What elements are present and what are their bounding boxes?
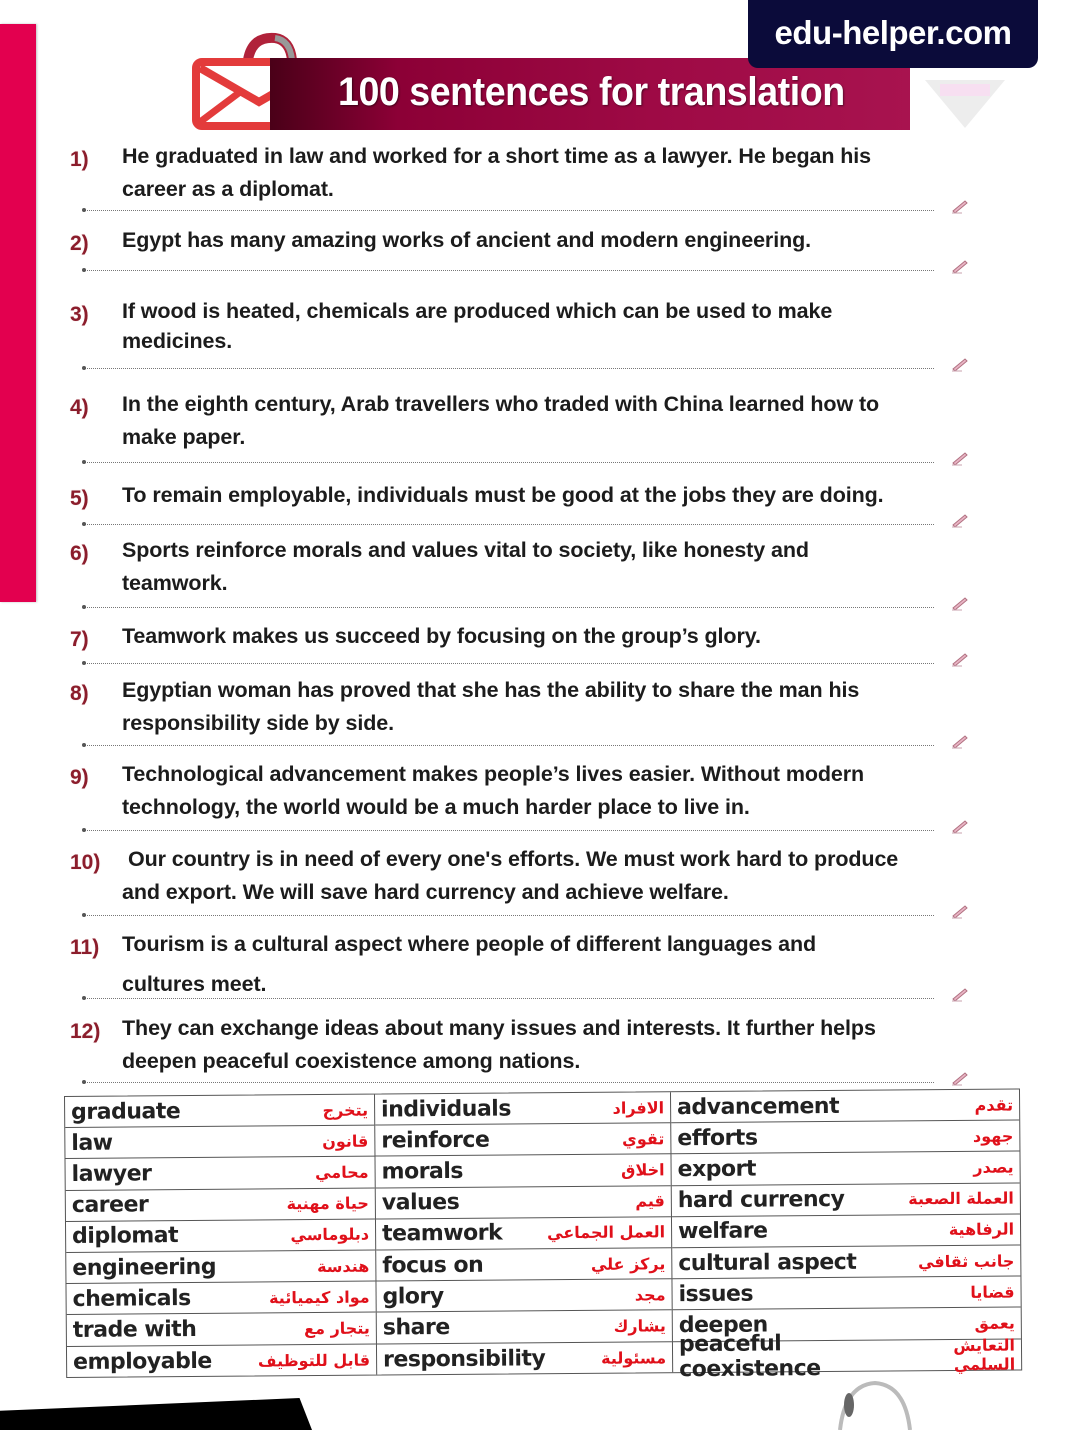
vocab-english: diplomat bbox=[72, 1223, 179, 1250]
page-title: 100 sentences for translation bbox=[338, 70, 845, 114]
pencil-icon bbox=[950, 595, 970, 611]
vocab-arabic: العملة الصعبة bbox=[908, 1188, 1014, 1209]
vocab-row bbox=[376, 1248, 671, 1282]
vocab-column-3 bbox=[670, 1089, 1021, 1383]
vocab-english: chemicals bbox=[72, 1285, 191, 1312]
vocab-english: law bbox=[71, 1130, 113, 1156]
vocab-row bbox=[671, 1089, 1019, 1123]
vocab-row bbox=[65, 1126, 374, 1160]
vocab-english: reinforce bbox=[381, 1127, 490, 1154]
sentence-number: 5) bbox=[70, 487, 89, 510]
vocab-arabic: تقوي bbox=[622, 1129, 665, 1149]
sentence-text-line: He graduated in law and worked for a short time as a lawyer. He began his bbox=[122, 144, 872, 168]
sentence-text-line: deepen peaceful coexistence among nations. bbox=[122, 1049, 581, 1073]
vocab-english: lawyer bbox=[71, 1161, 152, 1187]
vocab-english: engineering bbox=[72, 1254, 217, 1281]
answer-line[interactable] bbox=[84, 462, 934, 463]
vocab-arabic: يتخرج bbox=[322, 1100, 369, 1120]
vocab-english: efforts bbox=[677, 1125, 758, 1151]
answer-line[interactable] bbox=[84, 663, 934, 664]
sentence-text-line: Our country is in need of every one's efforts. We must work hard to produce bbox=[128, 847, 899, 871]
pencil-icon bbox=[950, 1070, 970, 1086]
sentence-text-line: cultures meet. bbox=[122, 972, 267, 996]
vocab-arabic: يتجار مع bbox=[304, 1318, 370, 1339]
vocab-english: glory bbox=[382, 1283, 444, 1310]
vocab-arabic: حياة مهنية bbox=[286, 1193, 369, 1214]
vocab-arabic: جانب ثقافي bbox=[918, 1251, 1015, 1271]
answer-line[interactable] bbox=[84, 270, 934, 271]
pencil-icon bbox=[950, 651, 970, 667]
vocab-english: peaceful coexistence bbox=[678, 1331, 821, 1383]
answer-line[interactable] bbox=[84, 607, 934, 608]
vocab-english: teamwork bbox=[381, 1220, 503, 1247]
sentence-number: 1) bbox=[70, 148, 89, 171]
vocab-english: responsibility bbox=[382, 1345, 546, 1373]
vocab-english: individuals bbox=[381, 1096, 511, 1123]
sentence-text-line: make paper. bbox=[122, 425, 246, 449]
pencil-icon bbox=[950, 450, 970, 466]
vocab-arabic: قابل للتوظيف bbox=[257, 1350, 371, 1371]
vocab-english: cultural aspect bbox=[678, 1249, 857, 1276]
sentence-text-line: medicines. bbox=[122, 329, 233, 353]
answer-line[interactable] bbox=[84, 745, 934, 746]
vocab-arabic: الرفاهية bbox=[948, 1219, 1015, 1240]
sentence-text-line: In the eighth century, Arab travellers who traded with China learned how to bbox=[122, 392, 880, 416]
answer-line[interactable] bbox=[84, 998, 934, 999]
vocab-row bbox=[65, 1157, 374, 1191]
sentence-number: 2) bbox=[70, 232, 89, 255]
sentence-number: 4) bbox=[70, 396, 89, 419]
pencil-icon bbox=[950, 986, 970, 1002]
vocab-row bbox=[671, 1121, 1019, 1155]
vocab-arabic: مسئولية bbox=[600, 1347, 667, 1368]
vocab-arabic: مجد bbox=[634, 1285, 666, 1305]
vocab-english: graduate bbox=[71, 1098, 181, 1125]
sentence-number: 3) bbox=[70, 303, 89, 326]
sentence-number: 12) bbox=[70, 1020, 101, 1043]
vocab-arabic: قانون bbox=[322, 1131, 369, 1151]
vocab-row bbox=[66, 1250, 375, 1284]
vocab-arabic: محامي bbox=[314, 1162, 369, 1182]
vocabulary-table bbox=[64, 1088, 1022, 1383]
vocab-column-2 bbox=[374, 1092, 672, 1374]
answer-line[interactable] bbox=[84, 915, 934, 916]
answer-line[interactable] bbox=[84, 1082, 934, 1083]
sentence-text-line: Sports reinforce morals and values vital to society, like honesty and bbox=[122, 538, 809, 562]
decorative-black-shape bbox=[0, 1398, 312, 1430]
vocab-english: career bbox=[71, 1192, 149, 1219]
vocab-row bbox=[66, 1219, 375, 1253]
vocab-english: welfare bbox=[677, 1218, 768, 1245]
sentence-text-line: and export. We will save hard currency and achieve welfare. bbox=[122, 880, 729, 904]
vocab-row bbox=[67, 1313, 376, 1347]
sentence-text-line: technology, the world would be a much harder place to live in. bbox=[122, 795, 750, 819]
sentence-text-line: teamwork. bbox=[122, 571, 228, 595]
vocab-arabic: يشارك bbox=[613, 1316, 666, 1336]
vocab-arabic: يركز علي bbox=[590, 1253, 666, 1274]
vocab-arabic: يعمق bbox=[974, 1313, 1015, 1333]
sentence-number: 11) bbox=[70, 936, 100, 959]
pencil-icon bbox=[950, 903, 970, 919]
answer-line[interactable] bbox=[84, 524, 934, 525]
vocab-arabic: جهود bbox=[972, 1126, 1014, 1146]
vocab-row bbox=[375, 1123, 670, 1157]
vocab-arabic: يصدر bbox=[973, 1157, 1014, 1177]
vocab-english: share bbox=[382, 1314, 450, 1341]
vocab-row bbox=[672, 1245, 1020, 1279]
watermark-logo-icon bbox=[915, 70, 1015, 130]
vocab-row bbox=[376, 1186, 671, 1220]
vocab-row bbox=[65, 1095, 374, 1129]
vocab-english: morals bbox=[381, 1158, 464, 1185]
vocab-row bbox=[376, 1217, 671, 1251]
sentence-text-line: responsibility side by side. bbox=[122, 711, 395, 735]
vocab-arabic: قضايا bbox=[970, 1282, 1015, 1302]
sentence-text-line: Egyptian woman has proved that she has the ability to share the man his bbox=[122, 678, 860, 702]
vocab-arabic: اخلاق bbox=[621, 1160, 665, 1180]
vocab-english: values bbox=[381, 1190, 460, 1216]
pencil-icon bbox=[950, 258, 970, 274]
vocab-arabic: دبلوماسي bbox=[290, 1224, 370, 1245]
vocab-column-1 bbox=[65, 1095, 376, 1377]
answer-line[interactable] bbox=[84, 830, 934, 831]
sentence-text-line: They can exchange ideas about many issues and interests. It further helps bbox=[122, 1016, 876, 1040]
pencil-icon bbox=[950, 818, 970, 834]
vocab-english: issues bbox=[678, 1281, 754, 1307]
sentence-number: 10) bbox=[70, 851, 101, 874]
vocab-row bbox=[375, 1155, 670, 1189]
vocab-row bbox=[672, 1277, 1020, 1311]
answer-line[interactable] bbox=[84, 210, 934, 211]
vocab-row bbox=[377, 1311, 672, 1345]
vocab-english: trade with bbox=[72, 1316, 197, 1343]
sentence-text-line: If wood is heated, chemicals are produced which can be used to make bbox=[122, 299, 833, 323]
vocab-english: hard currency bbox=[677, 1187, 845, 1214]
vocab-arabic: هندسة bbox=[316, 1256, 370, 1276]
vocab-english: focus on bbox=[382, 1252, 484, 1279]
sentence-number: 9) bbox=[70, 766, 89, 789]
vocab-row bbox=[672, 1183, 1020, 1217]
vocab-arabic: قيم bbox=[635, 1191, 665, 1211]
sentence-text-line: Tourism is a cultural aspect where people of different languages and bbox=[122, 932, 817, 956]
sentence-text-line: Teamwork makes us succeed by focusing on the group’s glory. bbox=[122, 624, 761, 648]
vocab-english: employable bbox=[72, 1348, 212, 1375]
sentence-number: 7) bbox=[70, 628, 89, 651]
vocab-english: advancement bbox=[677, 1093, 840, 1120]
sentence-number: 6) bbox=[70, 542, 89, 565]
sentence-number: 8) bbox=[70, 682, 89, 705]
vocab-english: export bbox=[677, 1156, 757, 1183]
pencil-icon bbox=[950, 356, 970, 372]
vocab-arabic: تقدم bbox=[974, 1095, 1014, 1115]
vocab-row bbox=[673, 1331, 1021, 1383]
vocab-arabic: الافراد bbox=[612, 1097, 665, 1118]
pencil-icon bbox=[950, 512, 970, 528]
pencil-icon bbox=[950, 198, 970, 214]
vocab-arabic: مواد كيميائية bbox=[268, 1287, 370, 1308]
decorative-swirl-icon bbox=[835, 1375, 915, 1430]
answer-line[interactable] bbox=[84, 368, 934, 369]
pencil-icon bbox=[950, 733, 970, 749]
vocab-arabic: العمل الجماعي bbox=[547, 1222, 666, 1243]
side-accent-bar bbox=[0, 24, 36, 602]
vocab-row bbox=[376, 1279, 671, 1313]
vocab-arabic: التعايش السلمي bbox=[953, 1335, 1016, 1375]
sentence-text-line: To remain employable, individuals must be good at the jobs they are doing. bbox=[122, 483, 884, 507]
vocab-row bbox=[375, 1092, 670, 1126]
site-badge[interactable]: edu-helper.com bbox=[748, 0, 1038, 68]
sentence-text-line: career as a diplomat. bbox=[122, 177, 334, 201]
vocab-row bbox=[672, 1214, 1020, 1248]
vocab-row bbox=[66, 1282, 375, 1316]
vocab-row bbox=[66, 1188, 375, 1222]
sentence-text-line: Egypt has many amazing works of ancient and modern engineering. bbox=[122, 228, 812, 252]
sentence-text-line: Technological advancement makes people’s lives easier. Without modern bbox=[122, 762, 865, 786]
vocab-row bbox=[67, 1344, 376, 1378]
vocab-row bbox=[377, 1342, 672, 1376]
vocab-english: deepen bbox=[678, 1312, 768, 1339]
vocab-row bbox=[671, 1152, 1019, 1186]
